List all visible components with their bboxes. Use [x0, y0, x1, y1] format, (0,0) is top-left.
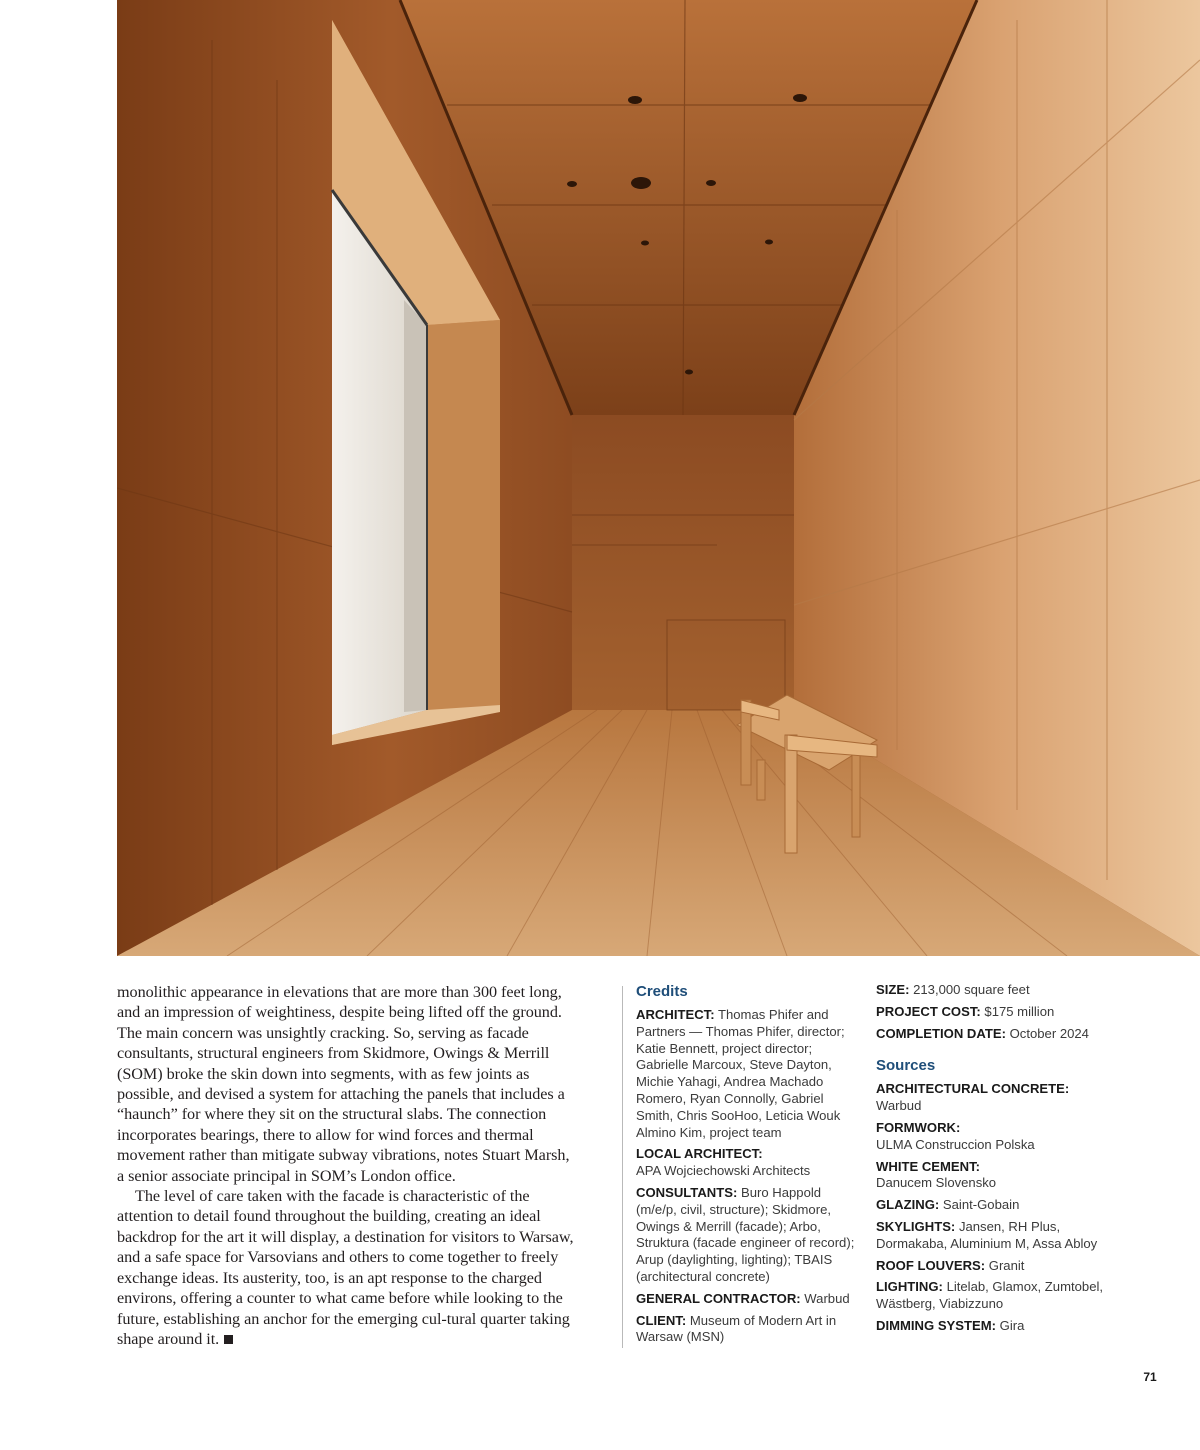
source-value: Gira: [999, 1317, 1025, 1333]
credit-label: LOCAL ARCHITECT:: [636, 1146, 763, 1162]
source-label: ROOF LOUVERS:: [876, 1257, 986, 1273]
credit-value: Buro Happold (m/e/p, civil, structure); Skidmore, Owings & Merrill (facade); Arbo, Struktura (facade engineer of record); Arup (daylighting, lighting); TBAIS (architectural concrete): [636, 1184, 855, 1284]
credit-label: CLIENT:: [636, 1312, 687, 1328]
source-entry: [876, 1197, 1116, 1214]
credits-heading: Credits: [636, 983, 688, 1000]
end-mark-icon: [224, 1335, 233, 1344]
sources-column: [876, 982, 1116, 1340]
source-label: ARCHITECTURAL CONCRETE:: [876, 1081, 1070, 1097]
source-entry: [876, 1318, 1116, 1335]
sidebar-divider: [622, 986, 623, 1348]
completion-value: October 2024: [1009, 1025, 1089, 1041]
credit-entry: [636, 1146, 862, 1180]
source-value: Danucem Slovensko: [876, 1175, 997, 1191]
credit-label: ARCHITECT:: [636, 1007, 715, 1022]
body-paragraph-text: The level of care taken with the facade is characteristic of the attention to detail found throughout the building, creating an ideal backdrop for the art it will display, a destination for visitors to Warsaw, and a safe space for Varsovians and others to come together to freely exchange ideas. Its austerity, too, is an apt response to the charged environs, offering a counter to what came before while looking to the future, establishing an anchor for the emerging cul-tural quarter taking shape around it.: [117, 1187, 574, 1348]
source-label: WHITE CEMENT:: [876, 1158, 981, 1174]
size-value: 213,000 square feet: [913, 982, 1030, 997]
source-value: Jansen, RH Plus, Dormakaba, Aluminium M, Assa Abloy: [876, 1218, 1098, 1251]
source-label: DIMMING SYSTEM:: [876, 1317, 997, 1333]
credit-label: CONSULTANTS:: [636, 1184, 738, 1200]
page-number: 71: [1143, 1370, 1157, 1384]
source-label: FORMWORK:: [876, 1119, 961, 1135]
source-label: SKYLIGHTS:: [876, 1218, 956, 1234]
credit-value: Museum of Modern Art in Warsaw (MSN): [636, 1312, 837, 1345]
wood-gallery-illustration: [117, 0, 1200, 956]
size-entry: [876, 982, 1116, 999]
sources-heading: Sources: [876, 1057, 936, 1075]
cost-entry: [876, 1004, 1116, 1021]
source-entry: [876, 1279, 1116, 1313]
credit-entry: [636, 1007, 862, 1141]
article-body: [117, 982, 575, 1349]
cost-value: $175 million: [984, 1003, 1055, 1019]
source-entry: [876, 1219, 1116, 1253]
source-value: Litelab, Glamox, Zumtobel, Wästberg, Viabizzuno: [876, 1279, 1104, 1312]
source-label: LIGHTING:: [876, 1279, 943, 1295]
gallery-photo: [117, 0, 1200, 956]
credit-value: Warbud: [804, 1290, 850, 1306]
source-entry: [876, 1159, 1116, 1193]
credit-value: APA Wojciechowski Architects: [636, 1163, 811, 1179]
cost-label: PROJECT COST:: [876, 1003, 981, 1019]
credit-entry: [636, 1313, 862, 1347]
source-entry: [876, 1120, 1116, 1154]
size-label: SIZE:: [876, 982, 910, 997]
credit-label: GENERAL CONTRACTOR:: [636, 1290, 801, 1306]
completion-label: COMPLETION DATE:: [876, 1025, 1006, 1041]
credits-column: [636, 982, 862, 1351]
source-entry: [876, 1258, 1116, 1275]
body-paragraph: monolithic appearance in elevations that are more than 300 feet long, and an impression of weightiness, despite being lifted off the ground. The main concern was unsightly cracking. So, serving as facade consultants, structural engineers from Skidmore, Owings & Merrill (SOM) broke the skin down into segments, with as few joints as possible, and devised a system for attaching the panels that includes a “haunch” for where they sit on the structural slabs. The connection incorporates bearings, there to allow for wind forces and thermal movement rather than mitigate subway vibrations, notes Stuart Marsh, a senior associate principal in SOM’s London office.: [117, 983, 570, 1185]
credit-value: Thomas Phifer and Partners — Thomas Phifer, director; Katie Bennett, project director; Gabrielle Marcoux, Steve Dayton, Michie Yahagi, Andrea Machado Romero, Ryan Connolly, Gabriel Smith, Chris SooHoo, Leticia Wouk Almino Kim, project team: [636, 1007, 845, 1140]
body-paragraph: [117, 1186, 575, 1349]
source-value: ULMA Construccion Polska: [876, 1136, 1035, 1152]
source-entry: [876, 1081, 1116, 1115]
source-value: Warbud: [876, 1098, 922, 1114]
source-value: Granit: [988, 1257, 1025, 1273]
source-value: Saint-Gobain: [942, 1197, 1020, 1213]
completion-entry: [876, 1026, 1116, 1043]
credit-entry: [636, 1185, 862, 1286]
source-label: GLAZING:: [876, 1197, 940, 1213]
credit-entry: [636, 1291, 862, 1308]
